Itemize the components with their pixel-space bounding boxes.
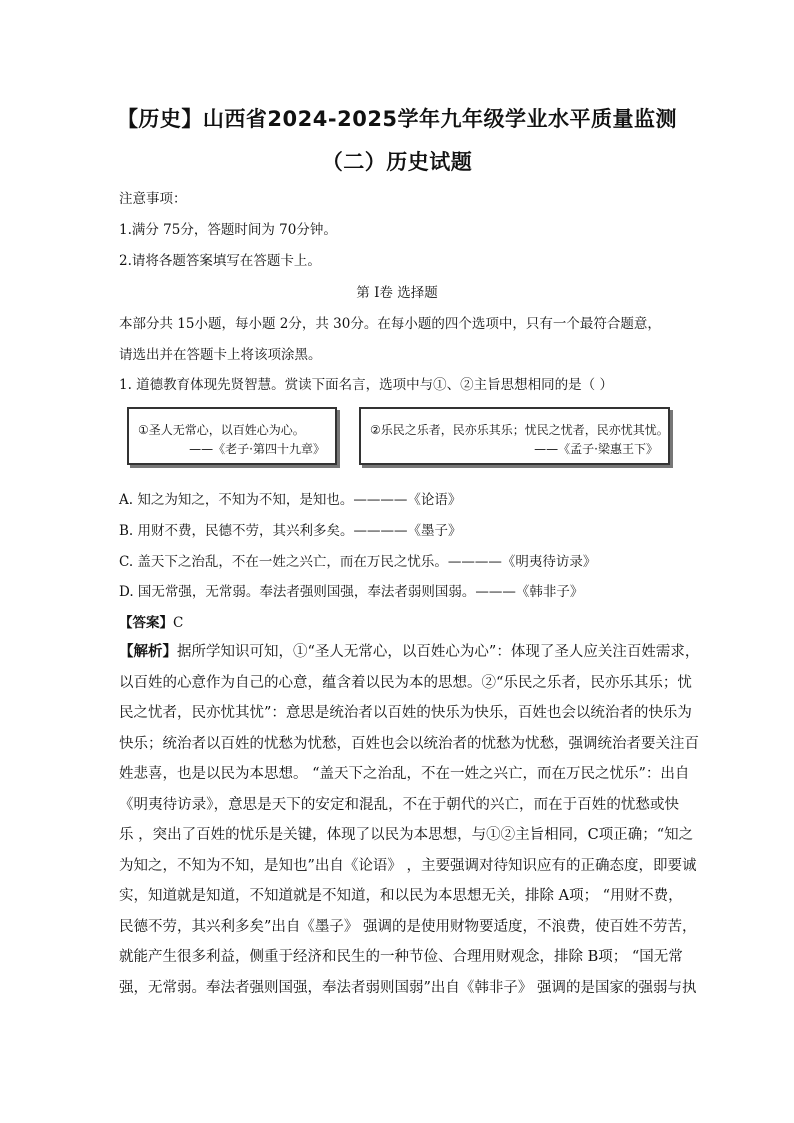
notice-item: 1.满分 75分，答题时间为 70分钟。: [119, 222, 337, 238]
analysis-line: 快乐；统治者以百姓的忧愁为忧愁，百姓也会以统治者的忧愁为忧愁，强调统治者要关注百: [119, 735, 699, 752]
document-subtitle: （二）历史试题: [321, 150, 473, 174]
quote-figure: [127, 407, 670, 471]
analysis-line: 据所学知识可知，①“圣人无常心，以百姓心为心”：体现了圣人应关注百姓需求，: [177, 644, 700, 660]
analysis-label: 【解析】: [119, 643, 177, 660]
analysis-line: 以百姓的心意作为自己的心意，蕴含着以民为本的思想。②“乐民之乐者，民亦乐其乐；忧: [119, 674, 692, 691]
analysis-line: 乐 ，突出了百姓的忧乐是关键，体现了以民为本思想，与①②主旨相同，C项正确；“知之: [119, 827, 694, 843]
quote-source: ——《老子·第四十九章》: [189, 442, 325, 456]
answer: [119, 611, 183, 631]
analysis-line: 《明夷待访录》，意思是天下的安定和混乱，不在于朝代的兴亡，而在于百姓的忧愁或快: [119, 796, 679, 813]
analysis-line: 为知之，不知为不知，是知也”出自《论语》 ，主要强调对待知识应有的正确态度，即要诚: [119, 857, 697, 874]
analysis-line: 强，无常弱。奉法者强则国强，奉法者弱则国弱”出自《韩非子》 强调的是国家的强弱与执: [119, 979, 697, 996]
analysis: [119, 637, 700, 1003]
notice-item: 2.请将各题答案填写在答题卡上。: [119, 253, 321, 269]
option-a: A. 知之为知之，不知为不知，是知也。————《论语》: [119, 492, 462, 508]
option-b: B. 用财不费，民德不劳，其兴利多矣。————《墨子》: [119, 523, 462, 539]
option-d: D. 国无常强，无常弱。奉法者强则国强，奉法者弱则国弱。———《韩非子》: [119, 584, 584, 600]
quote-box: [359, 407, 670, 465]
analysis-line: 实，知道就是知道，不知道就是不知道，和以民为本思想无关，排除 A项； “用财不费，: [119, 888, 683, 904]
notice-heading: 注意事项：: [119, 191, 187, 207]
section-title: 第 I卷 选择题: [356, 285, 438, 301]
analysis-line: 民之忧者，民亦忧其忧”：意思是统治者以百姓的快乐为快乐，百姓也会以统治者的快乐为: [119, 705, 692, 721]
section-instructions: 本部分共 15小题，每小题 2分，共 30分。在每小题的四个选项中，只有一个最符合题意，: [119, 316, 661, 332]
analysis-line: 民德不劳，其兴利多矣”出自《墨子》 强调的是使用财物要适度，不浪费，使百姓不劳苦，: [119, 918, 697, 935]
answer-value: C: [173, 615, 184, 631]
quote-text: ①圣人无常心，以百姓心为心。: [138, 423, 305, 437]
quote-source: ——《孟子·梁惠王下》: [534, 442, 658, 456]
answer-label: 【答案】: [119, 615, 173, 631]
question-stem: 1. 道德教育体现先贤智慧。赏读下面名言，选项中与①、②主旨思想相同的是（ ）: [119, 377, 613, 393]
analysis-line: 姓悲喜，也是以民为本思想。 “盖天下之治乱，不在一姓之兴亡，而在万民之忧乐”：出自: [119, 766, 690, 782]
section-instructions: 请选出并在答题卡上将该项涂黑。: [119, 347, 322, 363]
quote-text: ②乐民之乐者，民亦乐其乐；忧民之忧者，民亦忧其忧。: [370, 423, 669, 437]
document-title: 【历史】山西省2024-2025学年九年级学业水平质量监测: [116, 107, 678, 131]
analysis-line: 就能产生很多利益，侧重于经济和民生的一种节俭、合理用财观念，排除 B项； “国无常: [119, 949, 683, 965]
option-c: C. 盖天下之治乱，不在一姓之兴亡，而在万民之忧乐。————《明夷待访录》: [119, 554, 597, 570]
quote-box: [127, 407, 337, 465]
